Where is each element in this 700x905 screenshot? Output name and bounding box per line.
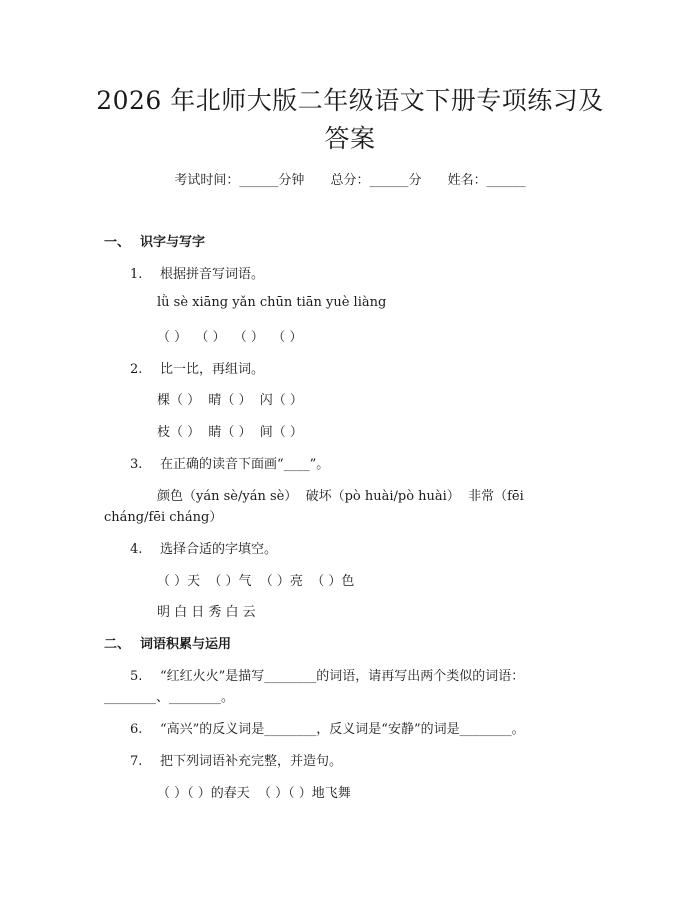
q2-row-2: 枝（ ） 睛（ ） 间（ ）: [157, 425, 303, 440]
q7-row-1: （ ）（ ）的春天 （ ）（ ）地飞舞: [157, 786, 351, 801]
question-text: 选择合适的字填空。: [160, 542, 278, 557]
question-3: [130, 453, 329, 472]
question-number: 4.: [130, 542, 143, 557]
q1-pinyin: lǜ sè xiāng yǎn chūn tiān yuè liàng: [157, 295, 387, 310]
question-number: 1.: [130, 267, 143, 282]
question-number: 2.: [130, 362, 143, 377]
q1-answer-blanks: （ ） （ ） （ ） （ ）: [157, 330, 303, 345]
question-number: 5.: [130, 669, 143, 684]
section-heading-2: [104, 633, 231, 652]
question-5: [130, 665, 524, 684]
q4-row-1: （ ）天 （ ）气 （ ）亮 （ ）色: [157, 574, 355, 589]
q3-row-2: cháng/fēi cháng）: [104, 510, 223, 525]
title-line-1: 2026 年北师大版二年级语文下册专项练习及: [96, 86, 604, 115]
question-7: [130, 750, 342, 769]
question-text: 根据拼音写词语。: [160, 267, 265, 282]
question-text: 把下列词语补充完整，并造句。: [160, 754, 343, 769]
question-text: “红红火火”是描写________的词语，请再写出两个类似的词语：: [160, 669, 525, 684]
section-number: 二、: [104, 637, 131, 652]
section-number: 一、: [104, 235, 131, 250]
question-text: 比一比，再组词。: [160, 362, 265, 377]
question-6: [130, 718, 525, 737]
question-number: 3.: [130, 457, 143, 472]
q3-row-1: 颜色（yán sè/yán sè） 破坏（pò huài/pò huài） 非常（fēi: [157, 489, 524, 504]
section-title: 词语积累与运用: [140, 637, 232, 652]
question-number: 6.: [130, 722, 143, 737]
question-number: 7.: [130, 754, 143, 769]
exam-time: 考试时间：______分钟: [174, 173, 305, 188]
question-1: [130, 263, 264, 282]
q5-row-2: ________、________。: [104, 690, 235, 705]
q4-word-options: 明 白 日 秀 白 云: [157, 605, 256, 620]
section-title: 识字与写字: [140, 235, 206, 250]
exam-meta: [0, 169, 700, 188]
question-4: [130, 538, 277, 557]
title-line-2: 答案: [324, 124, 376, 153]
document-title: [60, 82, 640, 158]
q2-row-1: 棵（ ） 晴（ ） 闪（ ）: [157, 393, 303, 408]
total-score: 总分：______分: [330, 173, 422, 188]
student-name: 姓名：______: [447, 173, 526, 188]
question-text: “高兴”的反义词是________，反义词是“安静”的词是________。: [160, 722, 525, 737]
question-text: 在正确的读音下面画“____”。: [160, 457, 330, 472]
question-2: [130, 358, 264, 377]
section-heading-1: [104, 231, 205, 250]
